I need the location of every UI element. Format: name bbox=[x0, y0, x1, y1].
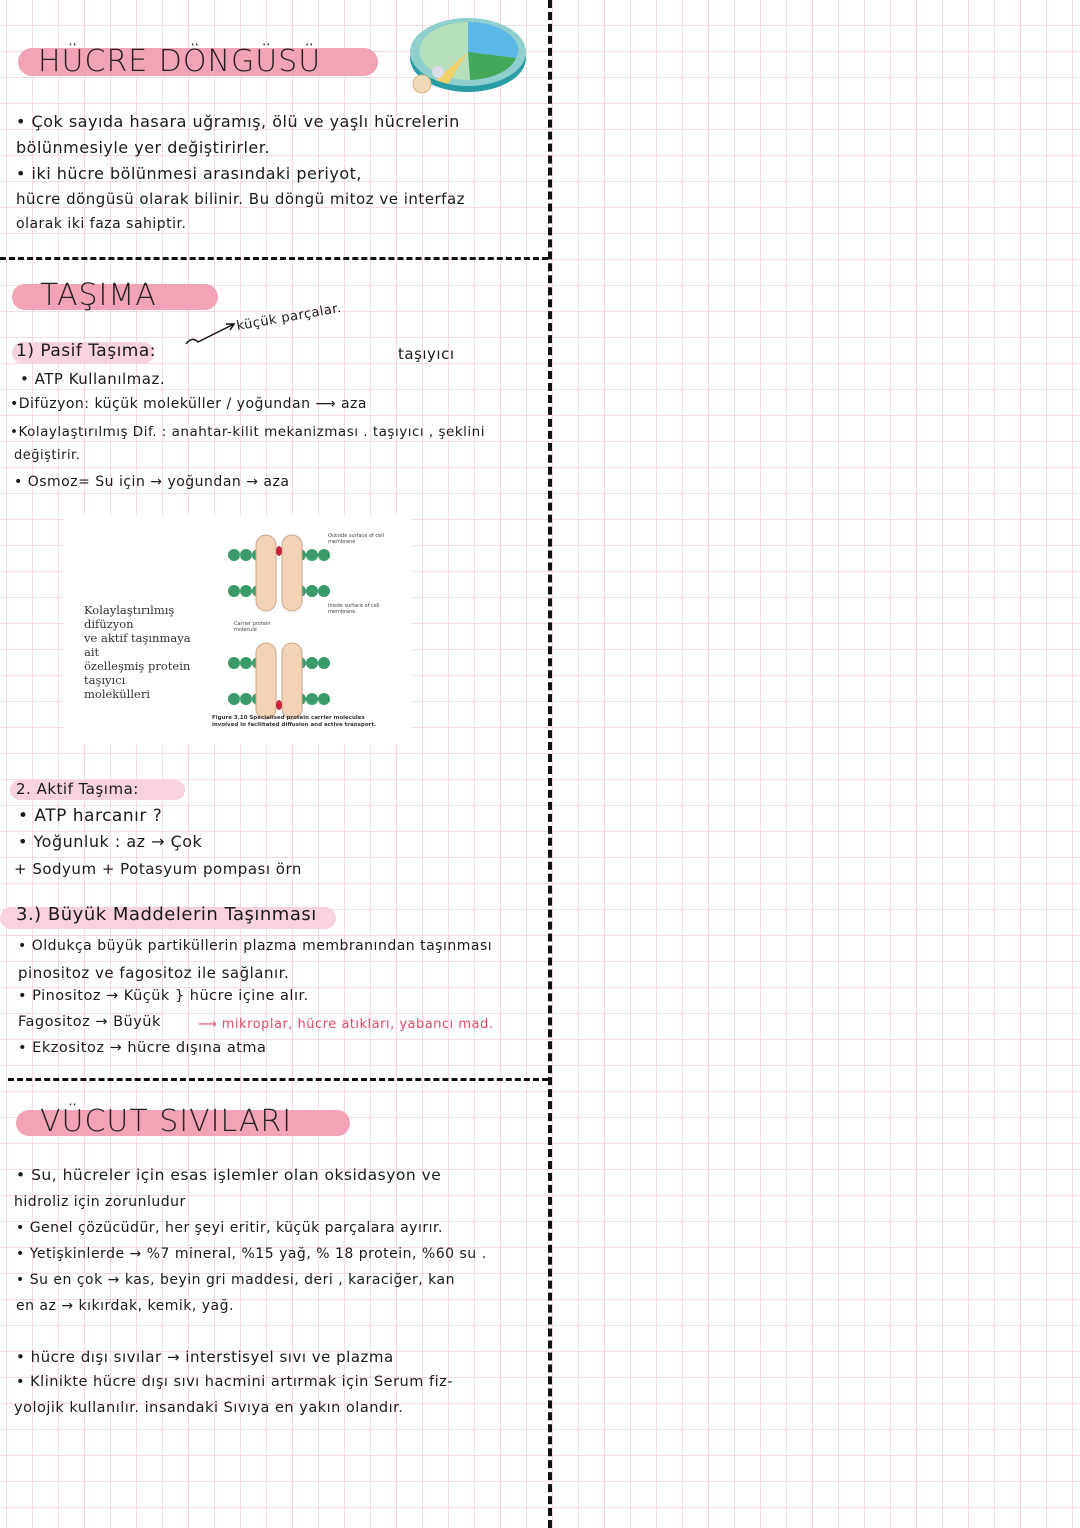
section-title-transport: TAŞIMA bbox=[40, 278, 157, 313]
text-line: • hücre dışı sıvılar → interstisyel sıvı ve plazma bbox=[16, 1348, 394, 1366]
text-line: • Genel çözücüdür, her şeyi eritir, küçük parçalara ayırır. bbox=[16, 1220, 443, 1236]
text-line: • ATP Kullanılmaz. bbox=[20, 370, 166, 388]
text-line: • ATP harcanır ? bbox=[18, 806, 163, 826]
text-line: • Çok sayıda hasara uğramış, ölü ve yaşlı hücrelerin bbox=[16, 112, 460, 131]
text-line: • Oldukça büyük partiküllerin plazma membranından taşınması bbox=[18, 938, 493, 954]
text-line: • Klinikte hücre dışı sıvı hacmini artırmak için Serum fiz- bbox=[16, 1374, 453, 1390]
text-line: • Yetişkinlerde → %7 mineral, %15 yağ, % 18 protein, %60 su . bbox=[16, 1246, 487, 1262]
section-divider bbox=[0, 257, 548, 260]
text-line: •Kolaylaştırılmış Dif. : anahtar-kilit mekanizması . taşıyıcı , şeklini bbox=[10, 424, 485, 440]
figure-description: Kolaylaştırılmış difüzyon ve aktif taşınmaya ait özelleşmiş protein taşıyıcı molekülleri bbox=[84, 603, 191, 701]
red-annotation: ⟶ mikroplar, hücre atıkları, yabancı mad. bbox=[198, 1017, 494, 1032]
vertical-dashed-divider bbox=[548, 0, 552, 1528]
annotation-carrier: taşıyıcı bbox=[398, 345, 455, 363]
figure-caption: Figure 3.10 Specialised protein carrier molecules involved in facilitated diffusion and active transport. bbox=[212, 715, 377, 728]
text-line: • Ekzositoz → hücre dışına atma bbox=[18, 1040, 267, 1056]
label-inside-surface: Inside surface of cell membrane bbox=[328, 603, 380, 615]
text-line: yolojik kullanılır. insandaki Sıvıya en yakın olandır. bbox=[14, 1400, 404, 1416]
text-line: hücre döngüsü olarak bilinir. Bu döngü mitoz ve interfaz bbox=[16, 190, 466, 208]
text-line: • Osmoz= Su için → yoğundan → aza bbox=[14, 474, 290, 490]
text-line: pinositoz ve fagositoz ile sağlanır. bbox=[18, 964, 290, 982]
text-line: • Pinositoz → Küçük } hücre içine alır. bbox=[18, 988, 309, 1004]
section-title-body-fluids: VÜCUT SIVILARI bbox=[40, 1104, 293, 1139]
cell-cycle-diagram-image bbox=[408, 14, 528, 96]
subheading-large-transport: 3.) Büyük Maddelerin Taşınması bbox=[16, 904, 317, 925]
label-outside-surface: Outside surface of cell membrane bbox=[328, 533, 384, 545]
text-line: • Yoğunluk : az → Çok bbox=[18, 832, 203, 851]
text-line: olarak iki faza sahiptir. bbox=[16, 216, 187, 232]
text-line: + Sodyum + Potasyum pompası örn bbox=[14, 860, 302, 878]
text-line: •Difüzyon: küçük moleküller / yoğundan ⟶ aza bbox=[10, 396, 367, 412]
text-line: Fagositoz → Büyük bbox=[18, 1014, 161, 1030]
text-line: bölünmesiyle yer değiştirirler. bbox=[16, 138, 270, 157]
text-line: hidroliz için zorunludur bbox=[14, 1194, 186, 1210]
section-divider bbox=[8, 1078, 548, 1081]
arrow-icon bbox=[182, 318, 238, 348]
text-line: en az → kıkırdak, kemik, yağ. bbox=[16, 1298, 234, 1314]
annotation-small-particles: küçük parçalar. bbox=[235, 300, 343, 335]
text-line: değiştirir. bbox=[14, 448, 81, 463]
subheading-passive-transport: 1) Pasif Taşıma: bbox=[16, 341, 156, 361]
membrane-carrier-figure bbox=[64, 515, 412, 745]
text-line: • Su, hücreler için esas işlemler olan oksidasyon ve bbox=[16, 1166, 442, 1184]
label-carrier-protein: Carrier protein molecule bbox=[234, 621, 271, 633]
subheading-active-transport: 2. Aktif Taşıma: bbox=[16, 780, 139, 798]
section-title-cell-cycle: HÜCRE DÖNGÜSÜ bbox=[38, 44, 322, 79]
text-line: • iki hücre bölünmesi arasındaki periyot, bbox=[16, 164, 362, 183]
text-line: • Su en çok → kas, beyin gri maddesi, deri , karaciğer, kan bbox=[16, 1272, 455, 1288]
